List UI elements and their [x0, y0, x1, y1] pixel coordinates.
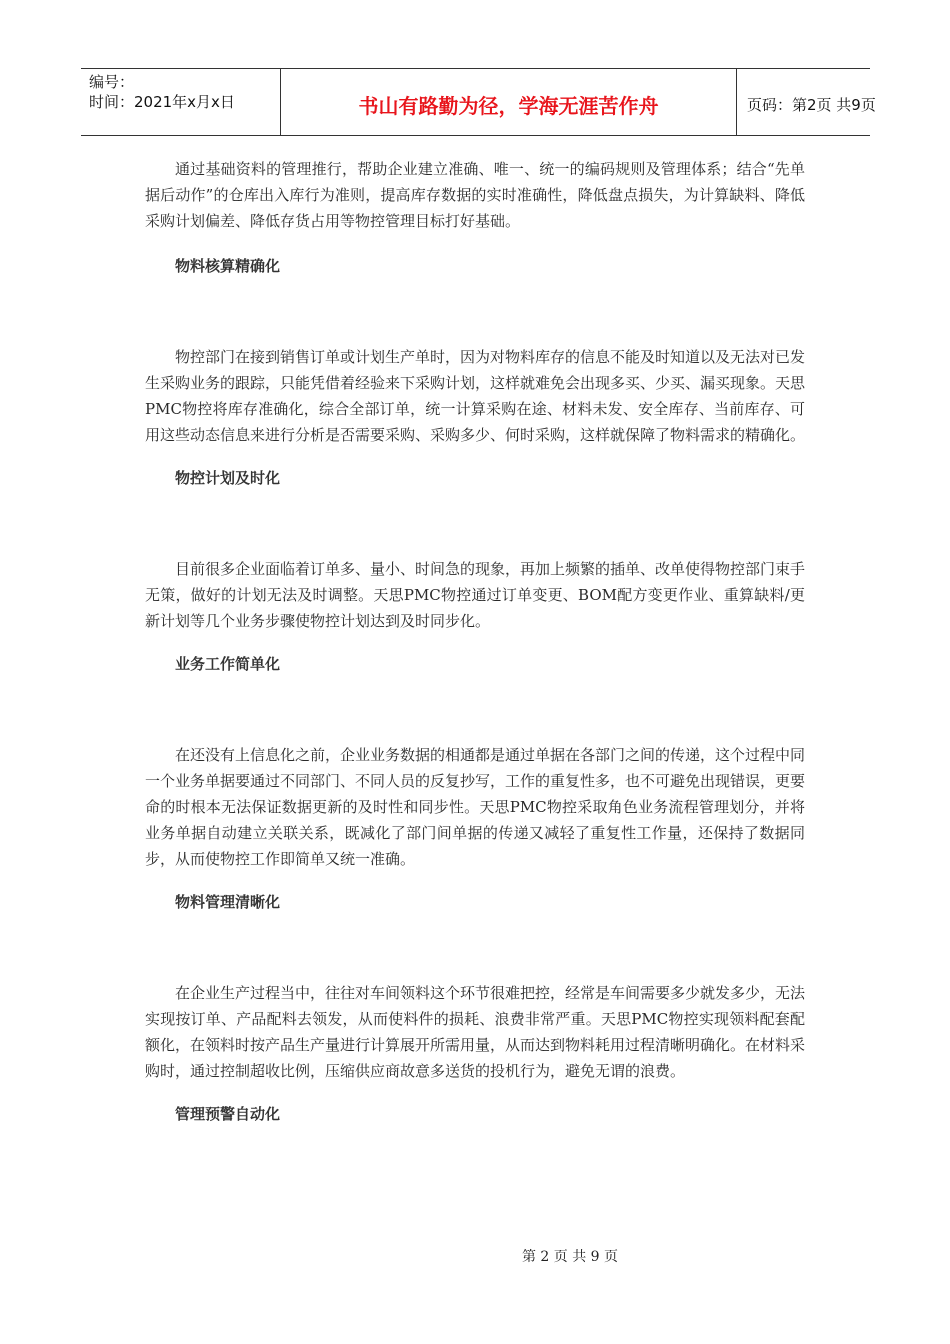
section-paragraph: 物控部门在接到销售订单或计划生产单时，因为对物料库存的信息不能及时知道以及无法对已发生采购业务的跟踪，只能凭借着经验来下采购计划，这样就难免会出现多买、少买、漏买现象。天思PMC物控将库存准确化，综合全部订单，统一计算采购在途、材料未发、安全库存、当前库存、可用这些动态信息来进行分析是否需要采购、采购多少、何时采购，这样就保障了物料需求的精确化。 [145, 348, 806, 444]
document-body [145, 156, 805, 1124]
section-heading: 物料管理清晰化 [175, 893, 281, 911]
document-header [81, 68, 876, 136]
section-paragraph: 在企业生产过程当中，往往对车间领料这个环节很难把控，经常是车间需要多少就发多少，无法实现按订单、产品配料去领发，从而使料件的损耗、浪费非常严重。天思PMC物控实现领料配套配额化，在领料时按产品生产量进行计算展开所需用量，从而达到物料耗用过程清晰明确化。在材料采购时，通过控制超收比例，压缩供应商故意多送货的投机行为，避免无谓的浪费。 [145, 984, 806, 1080]
section-heading: 物料核算精确化 [175, 257, 281, 275]
section-paragraph: 目前很多企业面临着订单多、量小、时间急的现象，再加上频繁的插单、改单使得物控部门束手无策，做好的计划无法及时调整。天思PMC物控通过订单变更、BOM配方变更作业、重算缺料/更新计划等几个业务步骤使物控计划达到及时同步化。 [145, 560, 806, 630]
intro-paragraph: 通过基础资料的管理推行，帮助企业建立准确、唯一、统一的编码规则及管理体系；结合“先单据后动作”的仓库出入库行为准则，提高库存数据的实时准确性，降低盘点损失，为计算缺料、降低采购计划偏差、降低存货占用等物控管理目标打好基础。 [145, 160, 805, 230]
section-heading: 管理预警自动化 [175, 1105, 281, 1123]
header-meta-cell [81, 69, 281, 135]
section-heading: 业务工作简单化 [175, 655, 281, 673]
section-heading: 物控计划及时化 [175, 469, 281, 487]
section-paragraph: 在还没有上信息化之前，企业业务数据的相通都是通过单据在各部门之间的传递，这个过程中同一个业务单据要通过不同部门、不同人员的反复抄写，工作的重复性多，也不可避免出现错误，更要命的时根本无法保证数据更新的及时性和同步性。天思PMC物控采取角色业务流程管理划分，并将业务单据自动建立关联关系，既减化了部门间单据的传递又减轻了重复性工作量，还保持了数据同步，从而使物控工作即简单又统一准确。 [145, 746, 806, 868]
header-page-info: 页码：第2页 共9页 [747, 95, 876, 114]
header-motto: 书山有路勤为径，学海无涯苦作舟 [281, 69, 737, 135]
date-label: 时间：2021年x月x日 [89, 93, 235, 111]
page-footer: 第 2 页 共 9 页 [521, 1249, 619, 1265]
number-label: 编号： [89, 73, 135, 91]
